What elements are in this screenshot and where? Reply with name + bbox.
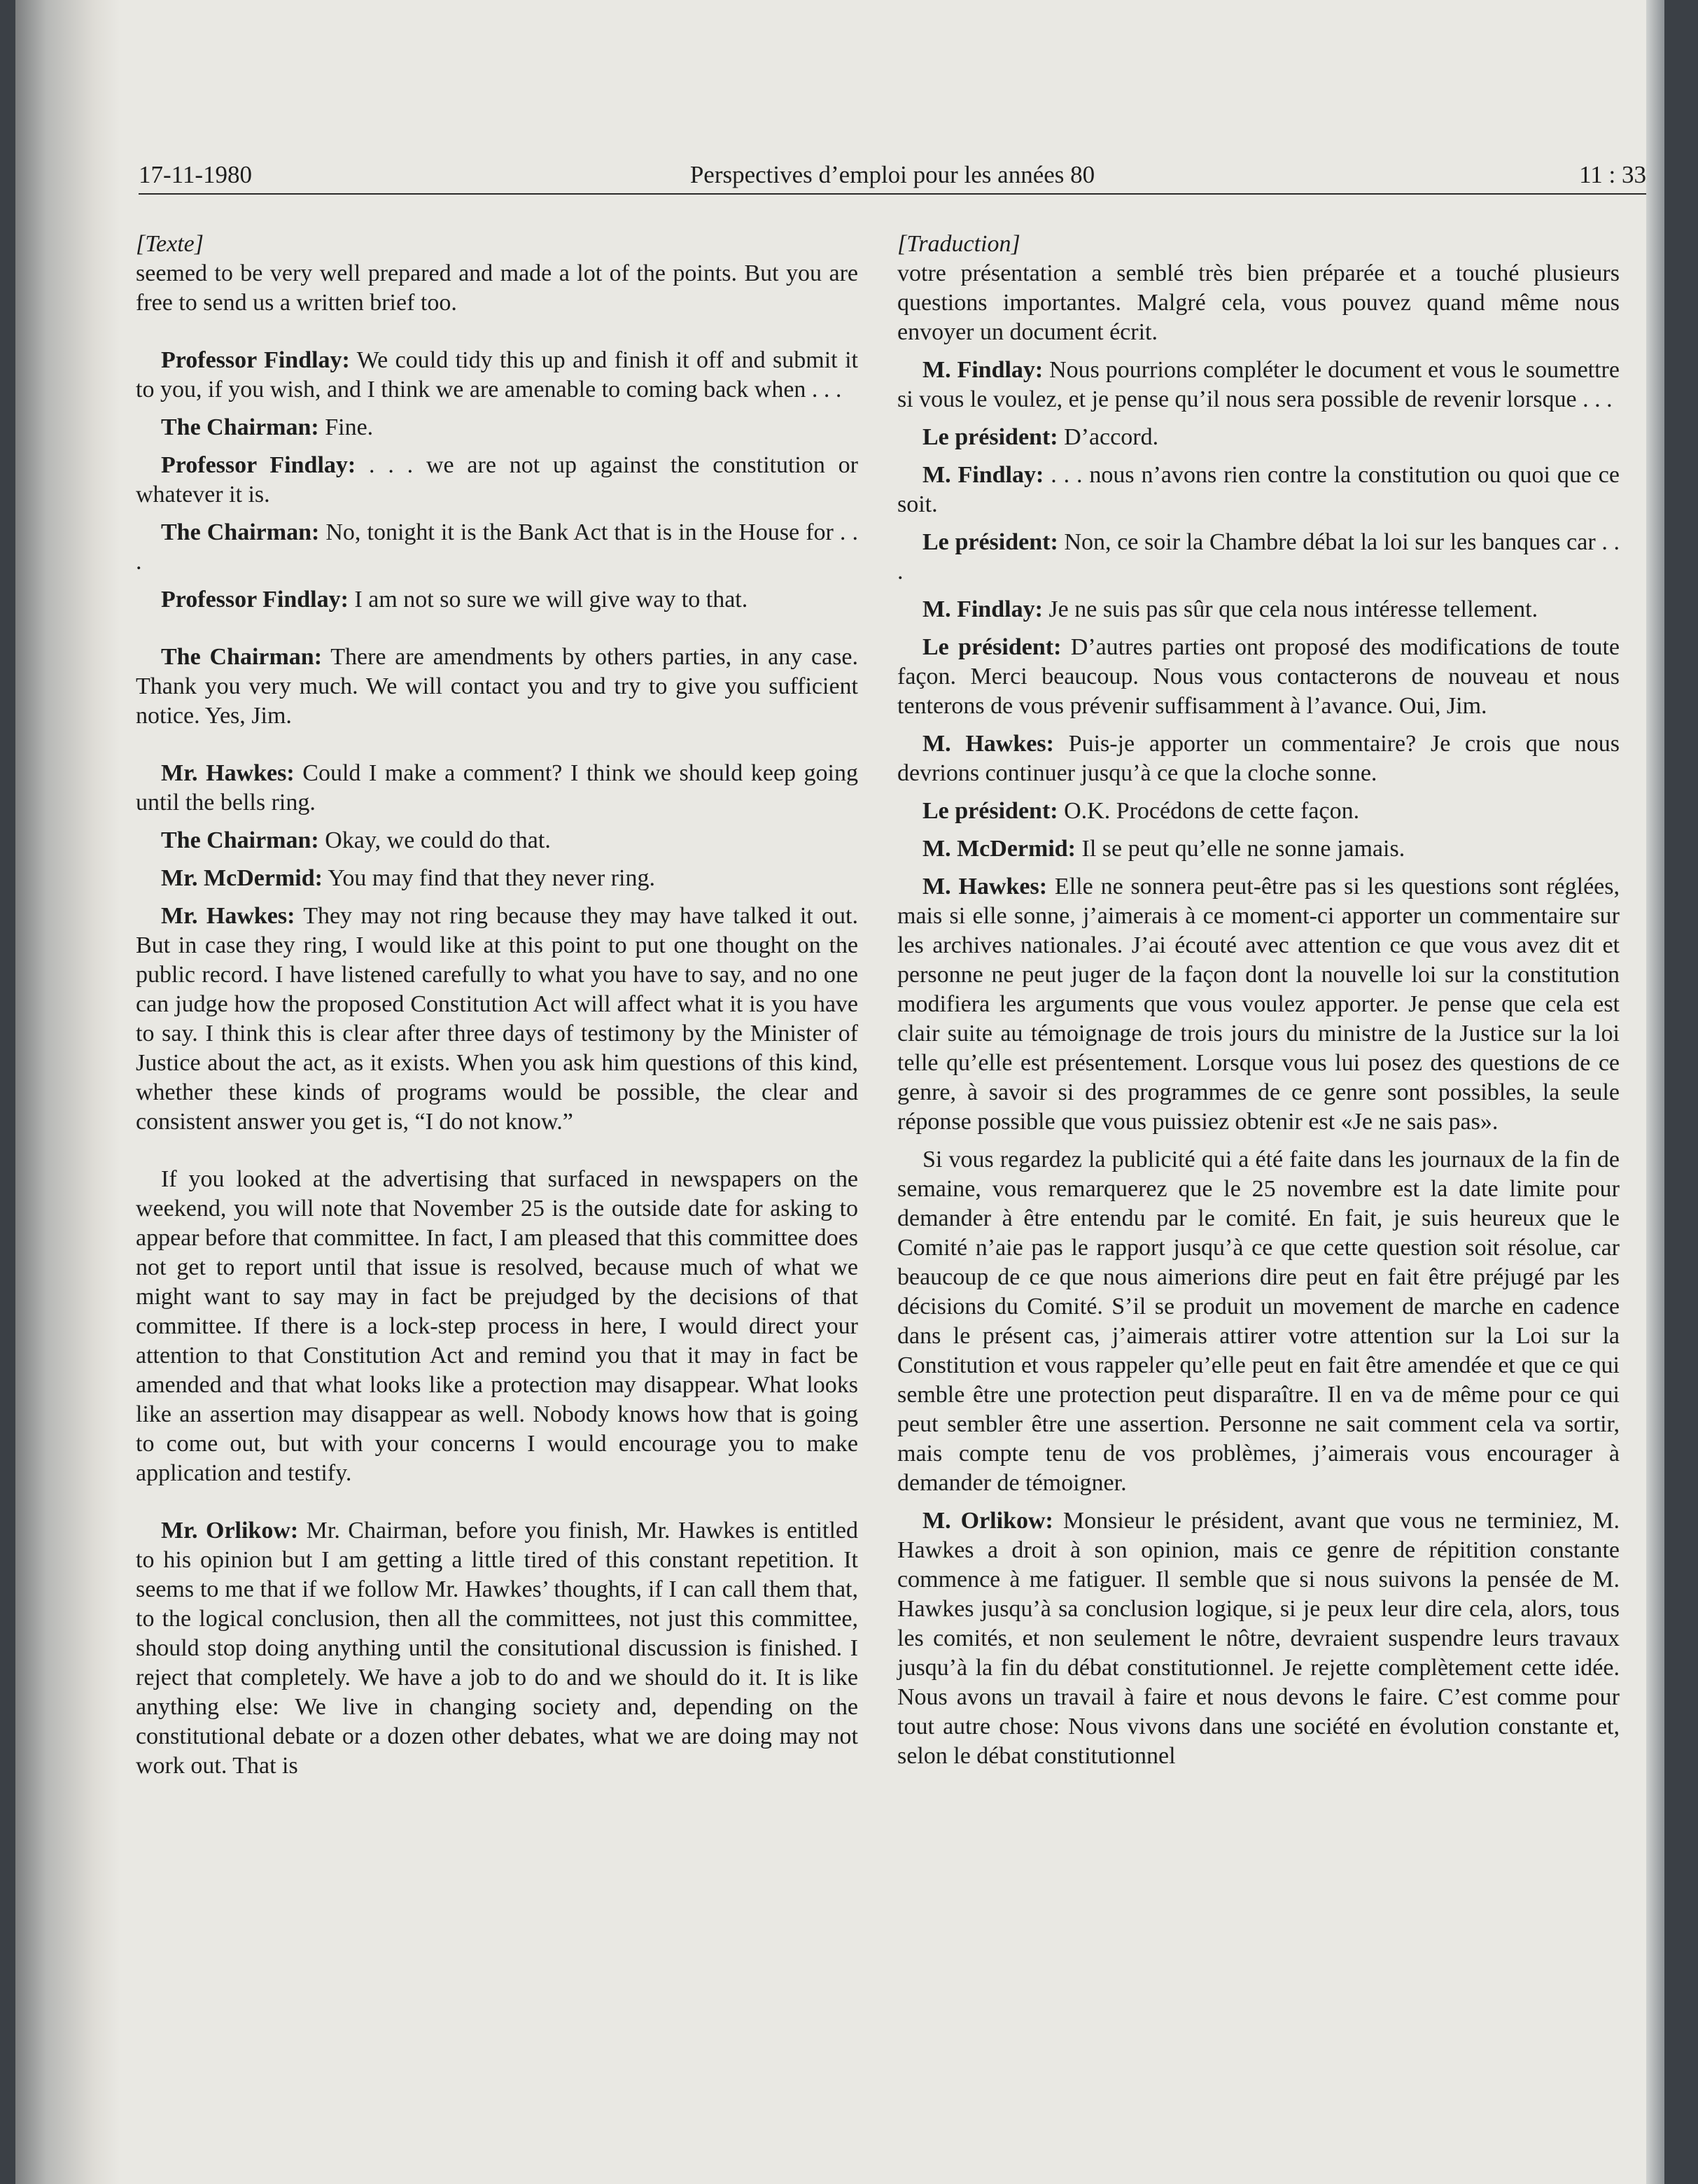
english-column (136, 230, 858, 1781)
french-column (897, 230, 1620, 1771)
speaker-name: Professor Findlay: (161, 587, 349, 612)
transcript-turn (897, 729, 1620, 788)
speaker-name: The Chairman: (161, 827, 319, 853)
turn-text: Si vous regardez la publicité qui a été faite dans les journaux de la fin de semaine, vous remarquerez que le 25 novembre est la date limite pour demander à être entendu par le comité. En fait, je suis heureux que le Comité n’aie pas le rapport jusqu’à ce que cette question soit résolue, car beaucoup de ce que nous aimerions dire peut en fait être préjugé par les décisions du Comité. S’il se produit un movement de marche en cadence dans le présent cas, j’aimerais attirer votre attention sur la Loi sur la Constitution et vous rappeler qu’elle peut en fait être amendée et que ce qui semble être une protection peut disparaître. Il en va de même pour ce qui peut sembler être une assertion. Personne ne sait comment cela va sortir, mais compte tenu de vos problèmes, j’aimerais vous encourager à demander de témoigner. (897, 1147, 1620, 1496)
transcript-turn (897, 633, 1620, 721)
speaker-name: The Chairman: (161, 519, 320, 545)
turn-text: They may not ring because they may have talked it out. But in case they ring, I would like at this point to put one thought on the public record. I have listened carefully to what you have to say, and no one can judge how the proposed Constitution Act will affect what it is you have to say. I think this is clear after three days of testimony by the Minister of Justice about the act, as it exists. When you ask him questions of this kind, whether these kinds of programs would be possible, the clear and consistent answer you get is, “I do not know.” (136, 903, 858, 1135)
speaker-name: Le président: (922, 634, 1062, 660)
transcript-turn (897, 461, 1620, 519)
transcript-turn (136, 413, 858, 442)
speaker-name: M. Findlay: (922, 462, 1044, 488)
turn-text: . . . we are not up against the constitution or whatever it is. (136, 452, 858, 507)
turn-text: Mr. Chairman, before you finish, Mr. Hawkes is entitled to his opinion but I am getting a little tired of this constant repetition. It seems to me that if we follow Mr. Hawkes’ thoughts, if I can call them that, to the logical conclusion, then all the committees, not just this committee, should stop doing anything until the consitutional discussion is finished. I reject that completely. We have a job to do and we should do it. It is like anything else: We live in changing society and, depending on the constitutional debate or a dozen other debates, what we are doing may not work out. That is (136, 1518, 858, 1779)
turn-text: If you looked at the advertising that surfaced in newspapers on the weekend, you will note that November 25 is the outside date for asking to appear before that committee. In fact, I am pleased that this committee does not get to report until that issue is resolved, because much of what we might want to say may in fact be prejudged by the decisions of that committee. If there is a lock-step process in here, I would direct your attention to that Constitution Act and remind you that it may in fact be amended and that what looks like a protection may disappear. What looks like an assertion may disappear as well. Nobody knows how that is going to come out, but with your concerns I would encourage you to make application and testify. (136, 1166, 858, 1486)
transcript-turn (136, 518, 858, 577)
turn-text: Je ne suis pas sûr que cela nous intéresse tellement. (1042, 596, 1538, 622)
speaker-name: M. Findlay: (922, 357, 1044, 383)
speaker-name: M. Orlikow: (922, 1508, 1053, 1534)
speaker-name: Le président: (922, 529, 1058, 555)
column-tag: [Texte] (136, 231, 204, 257)
turn-text: I am not so sure we will give way to that. (348, 587, 748, 612)
speaker-name: Mr. McDermid: (161, 865, 323, 891)
speaker-name: Mr. Orlikow: (161, 1518, 299, 1544)
transcript-turn (897, 872, 1620, 1137)
transcript-turn (136, 643, 858, 731)
turn-text: . . . nous n’avons rien contre la constitution ou quoi que ce soit. (897, 462, 1620, 517)
turn-text: Puis-je apporter un commentaire? Je crois que nous devrions continuer jusqu’à ce que la cloche sonne. (897, 731, 1620, 786)
speaker-name: M. Hawkes: (922, 874, 1048, 899)
speaker-name: The Chairman: (161, 414, 319, 440)
turn-text: D’autres parties ont proposé des modifications de toute façon. Merci beaucoup. Nous vous contacterons de nouveau et nous tenterons de vous prévenir suffisamment à l’avance. Oui, Jim. (897, 634, 1620, 719)
speaker-name: Mr. Hawkes: (161, 760, 295, 786)
speaker-name: Professor Findlay: (161, 452, 356, 478)
speaker-name: M. McDermid: (922, 836, 1076, 862)
document-page (15, 0, 1664, 2184)
transcript-turn (897, 1506, 1620, 1771)
transcript-turn (136, 759, 858, 818)
speaker-name: M. Findlay: (922, 596, 1043, 622)
opening-paragraph: seemed to be very well prepared and made a lot of the points. But you are free to send us a written brief too. (136, 260, 858, 316)
transcript-turn (136, 346, 858, 405)
speaker-name: M. Hawkes: (922, 731, 1054, 757)
transcript-turn (897, 797, 1620, 826)
turn-text: D’accord. (1058, 424, 1159, 450)
header-rule (139, 193, 1646, 195)
transcript-turn (897, 834, 1620, 864)
header-date: 17-11-1980 (139, 161, 253, 188)
transcript-turn (897, 423, 1620, 452)
speaker-name: Le président: (922, 798, 1058, 824)
turn-text: O.K. Procédons de cette façon. (1058, 798, 1360, 824)
turn-text: There are amendments by others parties, in any case. Thank you very much. We will contact you and try to give you sufficient notice. Yes, Jim. (136, 644, 859, 729)
transcript-turn (136, 585, 858, 615)
transcript-turn (136, 1516, 858, 1781)
opening-paragraph: votre présentation a semblé très bien préparée et a touché plusieurs questions importantes. Malgré cela, vous pouvez quand même nous envoyer un document écrit. (897, 260, 1620, 345)
speaker-name: The Chairman: (161, 644, 323, 670)
binding-shadow (15, 0, 120, 2184)
turn-text: No, tonight it is the Bank Act that is in the House for . . . (136, 519, 859, 575)
turn-text: Elle ne sonnera peut-être pas si les questions sont réglées, mais si elle sonne, j’aimerais à ce moment-ci apporter un commentaire sur les archives nationales. J’ai écouté avec attention ce que vous avez dit et personne ne peut juger de la façon dont la nouvelle loi sur la constitution modifiera les arguments que vous voulez apporter. Je pense que cela est clair suite au témoignage de trois jours du ministre de la Justice sur la loi telle qu’elle est présentement. Lorsque vous lui posez des questions de ce genre, à savoir si des programmes de ce genre sont possibles, la seule réponse possible que vous puissiez obtenir est «Je ne sais pas». (897, 874, 1620, 1135)
transcript-turn (897, 595, 1620, 624)
transcript-turn (136, 451, 858, 510)
transcript-turn (136, 902, 858, 1137)
turn-text: Okay, we could do that. (318, 827, 551, 853)
header-page-number: 11 : 33 (1579, 161, 1646, 188)
page-edge (1646, 0, 1664, 2184)
speaker-name: Mr. Hawkes: (161, 903, 295, 929)
transcript-paragraph (136, 1165, 858, 1488)
turn-text: Fine. (318, 414, 374, 440)
running-header (139, 158, 1646, 195)
turn-text: Monsieur le président, avant que vous ne terminiez, M. Hawkes a droit à son opinion, mais ce genre de répitition constante commence à me fatiguer. Il semble que si nous suivons la pensée de M. Hawkes jusqu’à sa conclusion logique, si je peux leur dire cela, alors, tous les comités, et non seulement le nôtre, devraient suspendre leurs travaux jusqu’à la fin du débat constitutionnel. Je rejette complètement cette idée. Nous avons un travail à faire et nous devons le faire. C’est comme pour tout autre chose: Nous vivons dans une société en évolution constante et, selon le débat constitutionnel (897, 1508, 1620, 1769)
turn-text: Il se peut qu’elle ne sonne jamais. (1076, 836, 1405, 862)
transcript-turn (136, 826, 858, 855)
speaker-name: Professor Findlay: (161, 347, 350, 373)
turn-text: We could tidy this up and finish it off and submit it to you, if you wish, and I think we are amenable to coming back when . . . (136, 347, 858, 402)
turn-text: Non, ce soir la Chambre débat la loi sur les banques car . . . (897, 529, 1620, 584)
transcript-paragraph (897, 1145, 1620, 1498)
header-title: Perspectives d’emploi pour les années 80 (689, 161, 1095, 188)
speaker-name: Le président: (922, 424, 1058, 450)
transcript-turn (897, 356, 1620, 414)
turn-text: Nous pourrions compléter le document et vous le soumettre si vous le voulez, et je pense qu’il nous sera possible de revenir lorsque . . . (897, 357, 1620, 412)
transcript-turn (136, 864, 858, 893)
turn-text: You may find that they never ring. (322, 865, 655, 891)
turn-text: Could I make a comment? I think we should keep going until the bells ring. (136, 760, 858, 816)
column-tag: [Traduction] (897, 231, 1020, 257)
transcript-turn (897, 528, 1620, 587)
